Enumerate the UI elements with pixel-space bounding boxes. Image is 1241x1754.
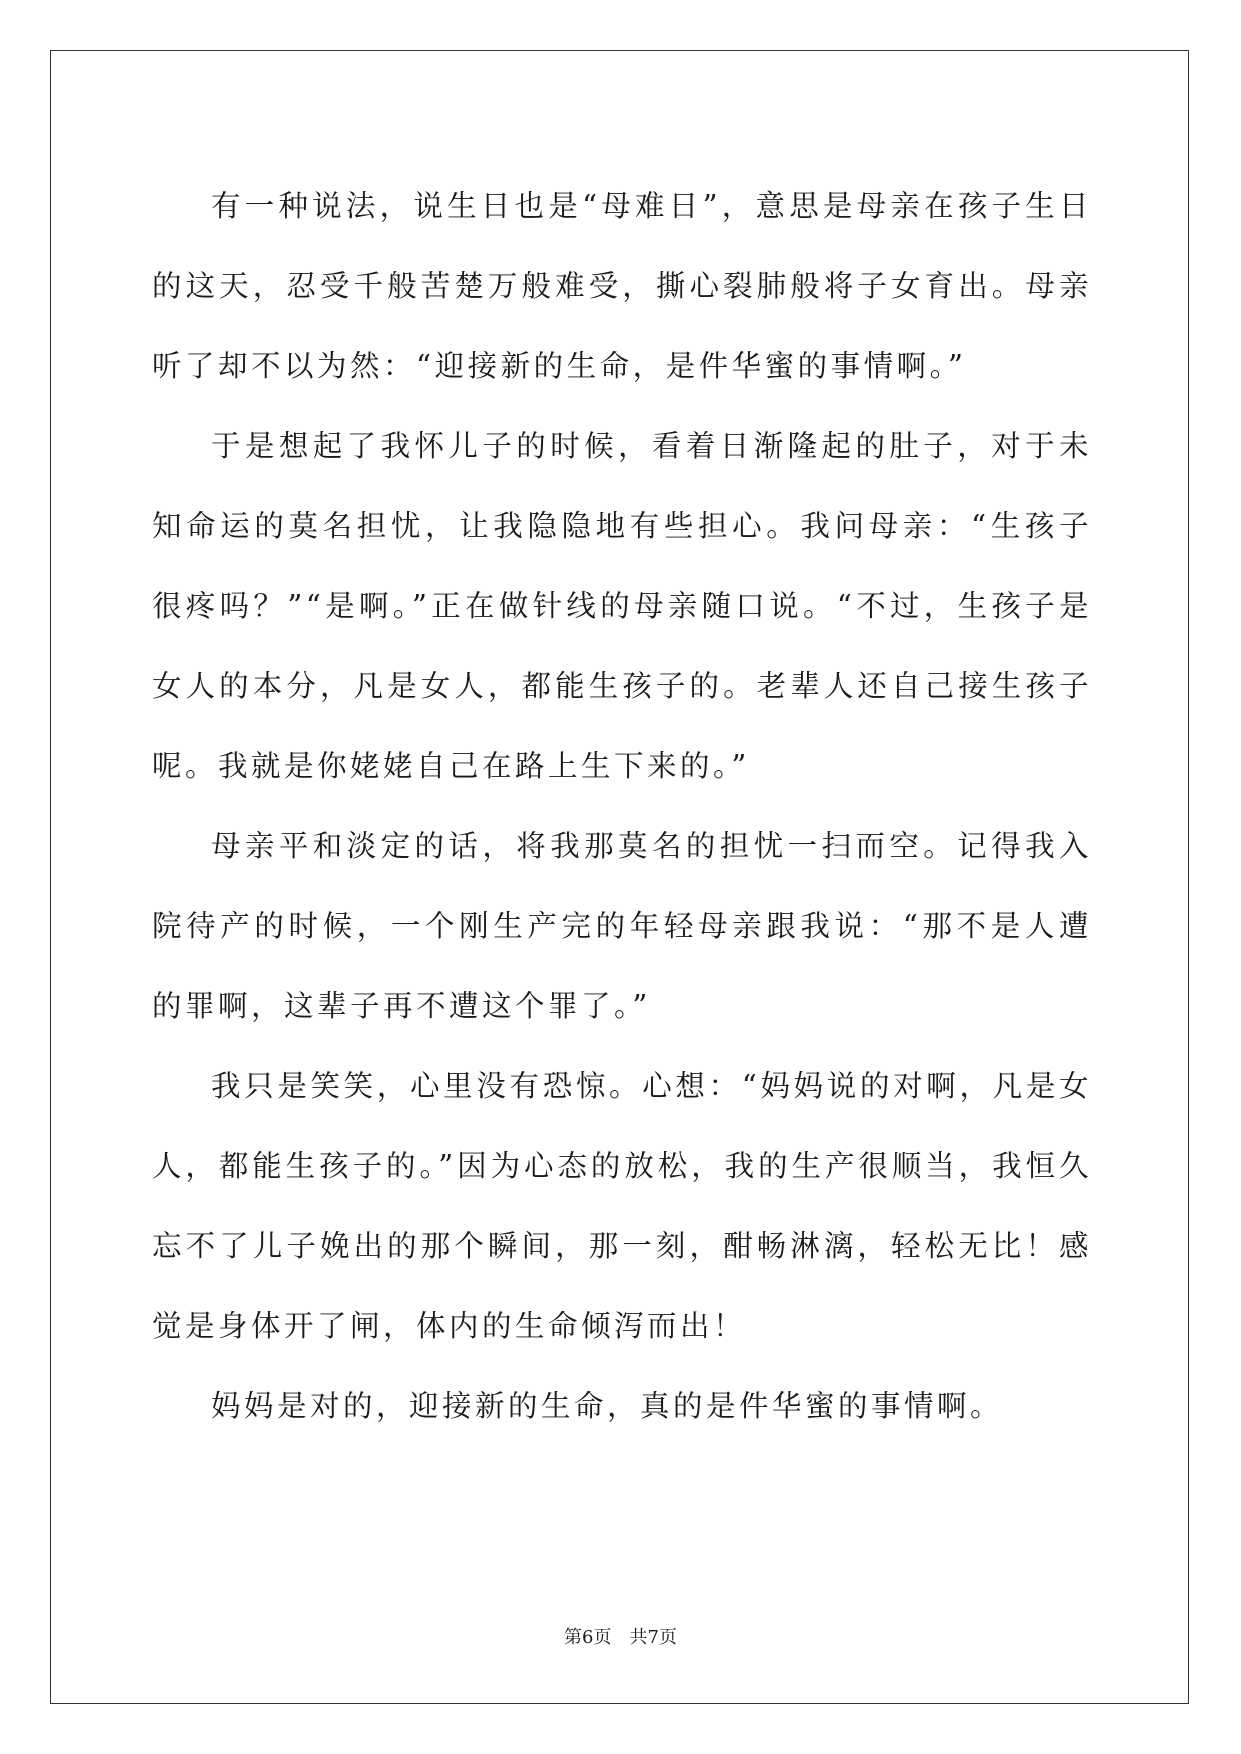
paragraph-5: 妈妈是对的，迎接新的生命，真的是件华蜜的事情啊。 <box>211 1389 1004 1423</box>
paragraph-1: 有一种说法，说生日也是“母难日”，意思是母亲在孩子生日的这天，忍受千般苦楚万般难受，撕心裂肺般将子女育出。母亲听了却不以为然：“迎接新的生命，是件华蜜的事情啊。” <box>152 189 1092 383</box>
page-total: 共7页 <box>629 1627 677 1648</box>
document-body <box>152 166 1092 1446</box>
paragraph-3: 母亲平和淡定的话，将我那莫名的担忧一扫而空。记得我入院待产的时候，一个刚生产完的年轻母亲跟我说：“那不是人遭的罪啊，这辈子再不遭这个罪了。” <box>152 829 1092 1023</box>
page-footer <box>0 1623 1241 1649</box>
paragraph-4: 我只是笑笑，心里没有恐惊。心想：“妈妈说的对啊，凡是女人，都能生孩子的。”因为心态的放松，我的生产很顺当，我恒久忘不了儿子娩出的那个瞬间，那一刻，酣畅淋漓，轻松无比！感觉是身体开了闸，体内的生命倾泻而出！ <box>152 1069 1092 1343</box>
page-number: 第6页 <box>564 1627 612 1648</box>
paragraph-2: 于是想起了我怀儿子的时候，看着日渐隆起的肚子，对于未知命运的莫名担忧，让我隐隐地有些担心。我问母亲：“生孩子很疼吗？”“是啊。”正在做针线的母亲随口说。“不过，生孩子是女人的本分，凡是女人，都能生孩子的。老辈人还自己接生孩子呢。我就是你姥姥自己在路上生下来的。” <box>152 429 1092 783</box>
